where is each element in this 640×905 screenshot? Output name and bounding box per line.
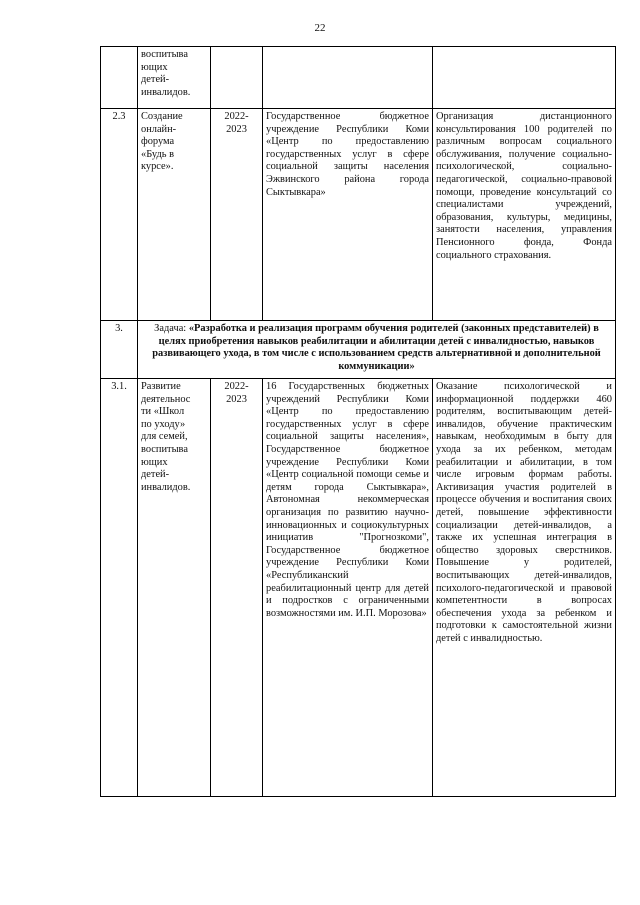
task-text: «Разработка и реализация программ обучения родителей (законных представителей) в целях приобретения навыков реабилитации и абилитации детей с инвалидностью, навыков развивающего ухода, в том числе с использованием средств альтернативной и дополнительной коммуникации» <box>152 323 601 372</box>
row-number: 3.1. <box>101 379 138 797</box>
expected-result: Оказание психологической и информационной поддержки 460 родителям, воспитывающим детей-инвалидов, обучение практическим навыкам, необходимым в быту для ухода за их ребенком, методам реабилитации и абилитации, в том числе игровым формам работы. Активизация участия родителей в процессе обучения и воспитания своих детей, повышение эффективности социализации детей-инвалидов, а также их успешная интеграция в общество здоровых сверстников. Повышение у родителей, воспитывающих детей-инвалидов, психолого-педагогической и правовой компетентности в вопросах обеспечения ухода за ребенком и подготовки к самостоятельной жизни детей с инвалидностью. <box>433 379 616 797</box>
measure-name: Создание онлайн- форума «Будь в курсе». <box>138 109 211 321</box>
row-number: 2.3 <box>101 109 138 321</box>
task-row <box>101 321 616 379</box>
measure-name: воспитыва ющих детей- инвалидов. <box>138 47 211 109</box>
page-number: 22 <box>314 22 326 34</box>
row-number <box>101 47 138 109</box>
table-row <box>101 109 616 321</box>
expected-result: Организация дистанционного консультирования 100 родителей по различным вопросам социального обслуживания, получение социально-психологической, социально-педагогической, социально-правовой помощи, проведение консультаций со специалистами учреждений, образования, культуры, медицины, занятости населения, управления Пенсионного фонда, Фонда социального страхования. <box>433 109 616 321</box>
executor <box>263 47 433 109</box>
executor: Государственное бюджетное учреждение Республики Коми «Центр по предоставлению государственных услуг в сфере социальной защиты населения Эжвинского района города Сыктывкара» <box>263 109 433 321</box>
measure-name: Развитие деятельнос ти «Школ по уходу» для семей, воспитыва ющих детей- инвалидов. <box>138 379 211 797</box>
task-heading <box>138 321 616 379</box>
task-number: 3. <box>101 321 138 379</box>
table-row <box>101 47 616 109</box>
task-label: Задача: <box>154 323 187 334</box>
measures-table <box>100 46 616 797</box>
period <box>211 47 263 109</box>
expected-result <box>433 47 616 109</box>
period: 2022- 2023 <box>211 379 263 797</box>
period: 2022- 2023 <box>211 109 263 321</box>
executor: 16 Государственных бюджетных учреждений Республики Коми «Центр по предоставлению государственных услуг в сфере социальной защиты населения», Государственное бюджетное учреждение Республики Коми «Центр социальной помощи семье и детям города Сыктывкара», Автономная некоммерческая организация по развитию научно-инновационных и социокультурных инициатив "Прогнозкоми", Государственное бюджетное учреждение Республики Коми «Республиканский реабилитационный центр для детей и подростков с ограниченными возможностями им. И.П. Морозова» <box>263 379 433 797</box>
table-row <box>101 379 616 797</box>
